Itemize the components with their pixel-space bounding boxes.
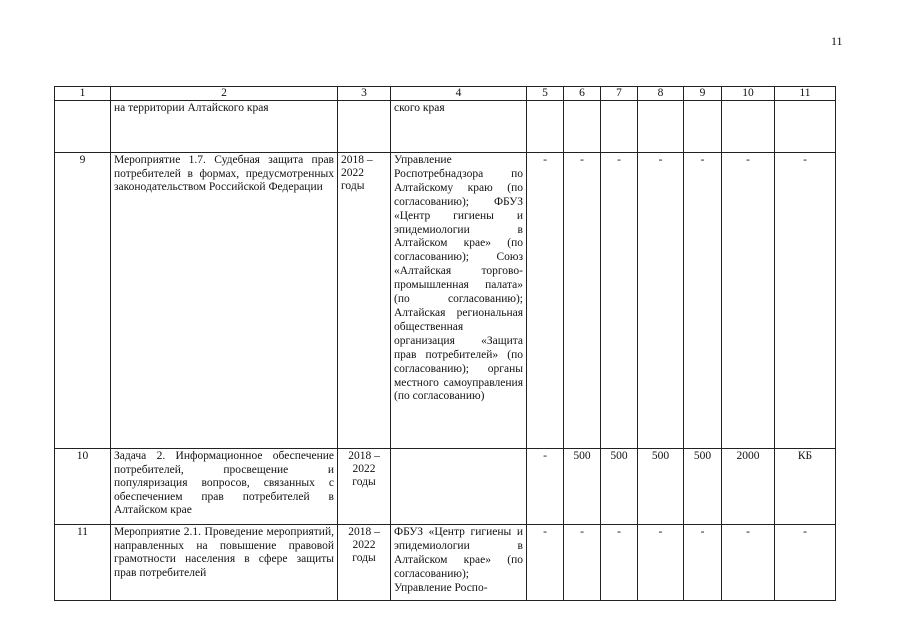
term: 2018 – 2022 годы xyxy=(338,525,391,601)
row-number: 10 xyxy=(55,449,111,525)
value-col-7: - xyxy=(601,525,638,601)
header-cell: 11 xyxy=(775,87,836,101)
value-col-5 xyxy=(527,101,564,153)
value-col-11: - xyxy=(775,525,836,601)
value-col-6: - xyxy=(564,525,601,601)
executors: ФБУЗ «Центр гигиены и эпидемиологии в Алтайском крае» (по согласованию); Управление Роспо- xyxy=(391,525,527,601)
header-cell: 3 xyxy=(338,87,391,101)
measure-name: Мероприятие 2.1. Проведение мероприятий, направленных на повышение правовой грамотности населения в сфере защиты прав потребителей xyxy=(111,525,338,601)
value-col-10: - xyxy=(722,525,775,601)
value-col-11 xyxy=(775,101,836,153)
table-row xyxy=(55,153,836,449)
header-cell: 10 xyxy=(722,87,775,101)
header-cell: 7 xyxy=(601,87,638,101)
term: 2018 – 2022 годы xyxy=(338,449,391,525)
measure-name: Задача 2. Информационное обеспечение потребителей, просвещение и популяризация вопросов, связанных с обеспечением прав потребителей в Алтайском крае xyxy=(111,449,338,525)
value-col-11: КБ xyxy=(775,449,836,525)
value-col-5: - xyxy=(527,153,564,449)
value-col-10: - xyxy=(722,153,775,449)
value-col-7: 500 xyxy=(601,449,638,525)
value-col-10: 2000 xyxy=(722,449,775,525)
header-cell: 8 xyxy=(638,87,684,101)
table-row xyxy=(55,449,836,525)
program-table xyxy=(54,86,836,601)
value-col-10 xyxy=(722,101,775,153)
value-col-7: - xyxy=(601,153,638,449)
page-number: 11 xyxy=(831,34,843,48)
row-number: 9 xyxy=(55,153,111,449)
header-cell: 6 xyxy=(564,87,601,101)
executors: Управление Роспотребнадзора по Алтайскому краю (по согласованию); ФБУЗ «Центр гигиены и эпидемиологии в Алтайском крае» (по согласованию); Союз «Алтайская торгово-промышленная палата» (по согласованию); Алтайская региональная общественная организация «Защита прав потребителей» (по согласованию); органы местного самоуправления (по согласованию) xyxy=(391,153,527,449)
row-number: 11 xyxy=(55,525,111,601)
value-col-5: - xyxy=(527,525,564,601)
value-col-8: 500 xyxy=(638,449,684,525)
measure-name: на территории Алтайского края xyxy=(111,101,338,153)
term xyxy=(338,101,391,153)
header-cell: 4 xyxy=(391,87,527,101)
value-col-9: - xyxy=(684,525,722,601)
value-col-6: - xyxy=(564,153,601,449)
header-cell: 5 xyxy=(527,87,564,101)
value-col-8 xyxy=(638,101,684,153)
value-col-6 xyxy=(564,101,601,153)
value-col-9: 500 xyxy=(684,449,722,525)
measure-name: Мероприятие 1.7. Судебная защита прав потребителей в формах, предусмотренных законодательством Российской Федерации xyxy=(111,153,338,449)
header-cell: 1 xyxy=(55,87,111,101)
executors xyxy=(391,449,527,525)
value-col-9: - xyxy=(684,153,722,449)
value-col-11: - xyxy=(775,153,836,449)
value-col-8: - xyxy=(638,153,684,449)
executors: ского края xyxy=(391,101,527,153)
value-col-9 xyxy=(684,101,722,153)
value-col-6: 500 xyxy=(564,449,601,525)
value-col-7 xyxy=(601,101,638,153)
value-col-5: - xyxy=(527,449,564,525)
header-cell: 9 xyxy=(684,87,722,101)
table-row xyxy=(55,525,836,601)
table-header-row xyxy=(55,87,836,101)
value-col-8: - xyxy=(638,525,684,601)
table-row xyxy=(55,101,836,153)
header-cell: 2 xyxy=(111,87,338,101)
term: 2018 – 2022 годы xyxy=(338,153,391,449)
row-number xyxy=(55,101,111,153)
